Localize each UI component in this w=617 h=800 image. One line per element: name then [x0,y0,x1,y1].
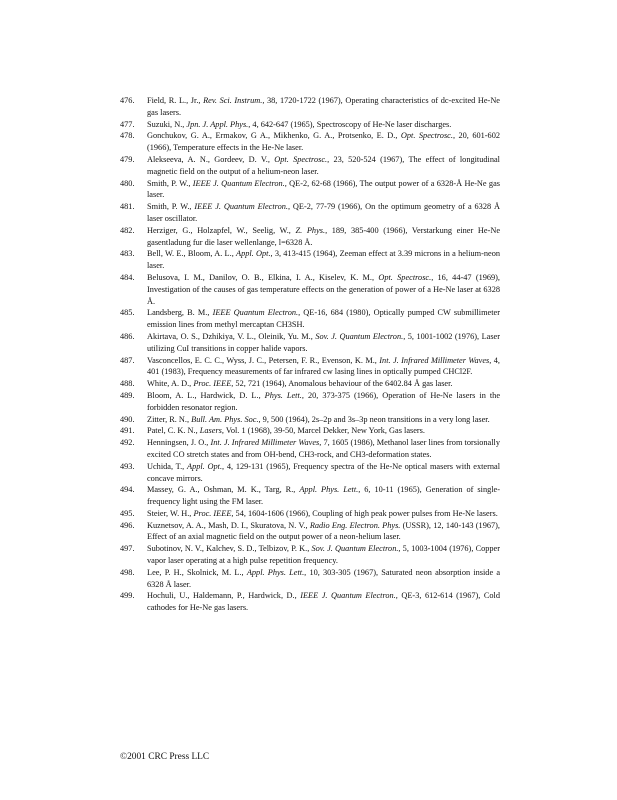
reference-number: 489. [120,390,135,400]
reference-journal: Appl. Phys. Lett. [246,567,305,577]
reference-details: , 4, 129-131 (1965), Frequency spectra of the He-Ne optical masers with external concave mirrors. [147,461,500,483]
reference-text [147,119,500,131]
reference-number: 499. [120,591,135,601]
reference-number: 487. [120,355,135,365]
reference-journal: Proc. IEEE [193,508,232,518]
reference-details: , 16, 44-47 (1969), Investigation of the causes of gas temperature effects on the generation of power of a He-Ne laser at 6328 Å. [147,272,501,306]
reference-authors: Hochuli, U., Haldemann, P., Hardwick, D., [147,591,301,601]
reference-journal: IEEE J. Quantum Electron. [194,202,288,212]
reference-number: 480. [120,178,135,188]
reference-number: 484. [120,272,135,282]
reference-item [120,119,500,131]
reference-number: 482. [120,225,135,235]
reference-journal: Proc. IEEE [193,379,232,389]
reference-item [120,201,500,225]
reference-authors: White, A. D., [147,379,194,389]
reference-item [120,355,500,379]
reference-item [120,307,500,331]
reference-details: , 5, 1001-1002 (1976), Laser utilizing CuI transitions in copper halide vapors. [147,331,500,353]
reference-journal: IEEE Quantum Electron. [212,308,299,318]
reference-details: , 10, 303-305 (1967), Saturated neon absorption inside a 6328 Å laser. [147,567,501,589]
reference-journal: Opt. Spectrosc. [378,272,432,282]
reference-item [120,461,500,485]
reference-details: , 4, 642-647 (1965), Spectroscopy of He-Ne laser discharges. [248,119,452,129]
reference-text [147,378,500,390]
reference-text [147,543,500,567]
reference-text [147,390,500,414]
reference-number: 478. [120,131,135,141]
reference-item [120,331,500,355]
reference-item [120,484,500,508]
reference-item [120,425,500,437]
reference-text [147,508,500,520]
reference-number: 495. [120,508,135,518]
reference-authors: Landsberg, B. M., [147,308,213,318]
reference-number: 486. [120,331,135,341]
reference-authors: Kuznetsov, A. A., Mash, D. I., Skuratova, N. V., [147,520,310,530]
reference-item [120,95,500,119]
reference-authors: Zitter, R. N., [147,414,192,424]
reference-journal: Lasers [199,426,222,436]
reference-details: (USSR), 12, 140-143 (1967), Effect of an axial magnetic field on the output power of a neon-helium laser. [147,520,500,542]
reference-text [147,178,500,202]
reference-text [147,95,500,119]
reference-text [147,484,500,508]
reference-item [120,225,500,249]
reference-number: 483. [120,249,135,259]
reference-details: , 5, 1003-1004 (1976), Copper vapor laser operating at a high pulse repetition frequency. [147,544,501,566]
reference-text [147,154,500,178]
reference-details: , 20, 373-375 (1966), Operation of He-Ne lasers in the forbidden resonator region. [147,390,500,412]
reference-details: , 52, 721 (1964), Anomalous behaviour of the 6402.84 Å gas laser. [231,379,453,389]
reference-item [120,390,500,414]
reference-authors: Bloom, A. L., Hardwick, D. L., [147,390,265,400]
reference-authors: Belusova, I. M., Danilov, O. B., Elkina, I. A., Kiselev, K. M., [147,272,379,282]
reference-authors: Steier, W. H., [147,508,194,518]
reference-journal: Int. J. Infrared Millimeter Waves [210,438,320,448]
reference-item [120,508,500,520]
reference-authors: Patel, C. K. N., [147,426,200,436]
reference-journal: IEEE J. Quantum Electron. [300,591,396,601]
reference-item [120,590,500,614]
reference-text [147,567,500,591]
reference-text [147,520,500,544]
reference-journal: Jpn. J. Appl. Phys. [186,119,249,129]
reference-text [147,225,500,249]
reference-text [147,307,500,331]
reference-journal: IEEE J. Quantum Electron. [192,178,285,188]
reference-authors: Smith, P. W., [147,178,193,188]
reference-item [120,543,500,567]
reference-item [120,248,500,272]
reference-journal: Phys. Lett. [264,390,302,400]
reference-item [120,414,500,426]
reference-authors: Gonchukov, G. A., Ermakov, G A., Mikhenko, G. A., Protsenko, E. D., [147,131,401,141]
reference-journal: Z. Phys. [295,225,326,235]
reference-number: 477. [120,119,135,129]
reference-journal: Appl. Opt. [236,249,271,259]
reference-details: , 38, 1720-1722 (1967), Operating characteristics of dc-excited He-Ne gas lasers. [147,96,500,117]
reference-journal: Opt. Spectrosc. [274,154,328,164]
reference-journal: Int. J. Infrared Millimeter Waves [379,355,490,365]
reference-item [120,567,500,591]
reference-number: 494. [120,485,135,495]
reference-number: 481. [120,202,135,212]
reference-journal: Sov. J. Quantum Electron. [311,544,399,554]
reference-journal: Rev. Sci. Instrum. [203,96,263,105]
reference-number: 476. [120,96,135,105]
reference-details: , 23, 520-524 (1967), The effect of longitudinal magnetic field on the output of a helium-neon laser. [147,154,500,176]
reference-authors: Field, R. L., Jr., [147,96,204,105]
reference-text [147,425,500,437]
reference-journal: Bull. Am. Phys. Soc. [191,414,259,424]
reference-authors: Bell, W. E., Bloom, A. L., [147,249,237,259]
reference-text [147,461,500,485]
reference-text [147,331,500,355]
reference-authors: Alekseeva, A. N., Gordeev, D. V., [147,154,275,164]
reference-journal: Appl. Phys. Lett. [299,485,359,495]
reference-number: 496. [120,520,135,530]
reference-text [147,414,500,426]
reference-details: , 20, 601-602 (1966), Temperature effects in the He-Ne laser. [147,131,501,153]
reference-number: 491. [120,426,135,436]
reference-number: 488. [120,379,135,389]
reference-authors: Smith, P. W., [147,202,195,212]
reference-authors: Vasconcellos, E. C. C., Wyss, J. C., Petersen, F. R., Evenson, K. M., [147,355,380,365]
reference-details: , 54, 1604-1606 (1966), Coupling of high peak power pulses from He-Ne lasers. [231,508,498,518]
reference-details: , QE-16, 684 (1980), Optically pumped CW submillimeter emission lines from methyl mercaptan CH3SH. [147,308,500,330]
reference-item [120,520,500,544]
reference-number: 498. [120,567,135,577]
reference-number: 497. [120,544,135,554]
reference-list [120,95,500,614]
reference-item [120,130,500,154]
reference-details: , QE-2, 62-68 (1966), The output power of a 6328-Å He-Ne gas laser. [147,178,500,200]
reference-text [147,355,500,379]
reference-details: , QE-3, 612-614 (1967), Cold cathodes for He-Ne gas lasers. [147,591,500,613]
reference-authors: Akirtava, O. S., Dzhikiya, V. L., Oleinik, Yu. M., [147,331,316,341]
reference-journal: Sov. J. Quantum Electron. [315,331,404,341]
reference-text [147,130,500,154]
reference-details: , 7, 1605 (1986), Methanol laser lines from torsionally excited CO stretch states and from OH-bend, CH3-rock, and CH3-deformation states. [147,438,500,459]
reference-details: , QE-2, 77-79 (1966), On the optimum geometry of a 6328 Å laser oscillator. [147,202,500,223]
reference-text [147,437,500,461]
reference-journal: Radio Eng. Electron. Phys. [309,520,401,530]
reference-journal: Opt. Spectrosc. [400,131,453,141]
reference-item [120,178,500,202]
reference-details: , 3, 413-415 (1964), Zeeman effect at 3.39 microns in a helium-neon laser. [147,249,500,271]
copyright-footer: ©2001 CRC Press LLC [120,752,210,762]
reference-text [147,248,500,272]
reference-number: 493. [120,461,135,471]
reference-details: , 189, 385-400 (1966), Verstarkung einer He-Ne gasentladung fur die laser wellenlange, l=6328 Å. [147,225,501,247]
reference-authors: Suzuki, N., [147,119,187,129]
reference-details: , Vol. 1 (1968), 39-50, Marcel Dekker, New York, Gas lasers. [221,426,425,436]
reference-item [120,154,500,178]
reference-details: , 9, 500 (1964), 2s–2p and 3s–3p neon transitions in a very long laser. [258,414,490,424]
reference-number: 492. [120,438,135,448]
reference-journal: Appl. Opt. [187,461,223,471]
reference-authors: Massey, G. A., Oshman, M. K., Targ, R., [147,485,300,495]
reference-item [120,272,500,307]
reference-authors: Uchida, T., [147,461,187,471]
reference-details: , 6, 10-11 (1965), Generation of single-frequency light using the FM laser. [147,485,500,507]
reference-text [147,201,500,225]
reference-authors: Henningsen, J. O., [147,438,211,448]
reference-number: 485. [120,308,135,318]
reference-authors: Herziger, G., Holzapfel, W., Seelig, W., [147,225,296,235]
reference-text [147,590,500,614]
reference-authors: Subotinov, N. V., Kalchev, S. D., Telbizov, P. K., [147,544,312,554]
reference-text [147,272,500,307]
reference-number: 490. [120,414,135,424]
reference-number: 479. [120,154,135,164]
reference-item [120,437,500,461]
reference-item [120,378,500,390]
reference-authors: Lee, P. H., Skolnick, M. L., [147,567,247,577]
reference-details: , 4, 401 (1983), Frequency measurements of far infrared cw lasing lines in optically pumped CHCl2F. [147,355,500,377]
